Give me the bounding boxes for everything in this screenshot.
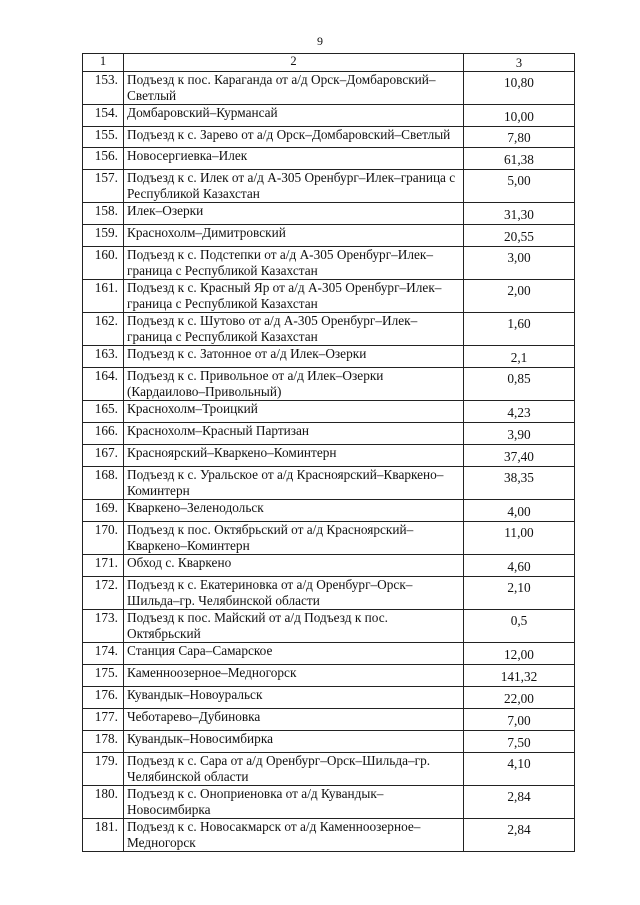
row-road-name: Кувандык–Новосимбирка: [124, 731, 464, 753]
row-length-km: 3,00: [464, 247, 575, 280]
row-number: 161.: [83, 280, 124, 313]
row-number: 181.: [83, 819, 124, 852]
row-road-name: Краснохолм–Красный Партизан: [124, 423, 464, 445]
row-length-km: 12,00: [464, 643, 575, 665]
row-number: 162.: [83, 313, 124, 346]
row-number: 156.: [83, 148, 124, 170]
row-length-km: 0,5: [464, 610, 575, 643]
row-road-name: Краснохолм–Троицкий: [124, 401, 464, 423]
table-row: [83, 368, 575, 401]
header-col-3: 3: [464, 54, 575, 72]
row-length-km: 3,90: [464, 423, 575, 445]
row-length-km: 7,50: [464, 731, 575, 753]
row-length-km: 0,85: [464, 368, 575, 401]
row-road-name: Подъезд к пос. Октябрьский от а/д Красноярский–Кваркено–Коминтерн: [124, 522, 464, 555]
row-road-name: Обход с. Кваркено: [124, 555, 464, 577]
row-number: 160.: [83, 247, 124, 280]
row-road-name: Подъезд к с. Сара от а/д Оренбург–Орск–Шильда–гр. Челябинской области: [124, 753, 464, 786]
row-road-name: Красноярский–Кваркено–Коминтерн: [124, 445, 464, 467]
table-row: [83, 577, 575, 610]
row-number: 177.: [83, 709, 124, 731]
row-number: 169.: [83, 500, 124, 522]
row-number: 164.: [83, 368, 124, 401]
row-road-name: Подъезд к с. Оноприеновка от а/д Кувандык–Новосимбирка: [124, 786, 464, 819]
row-length-km: 2,84: [464, 786, 575, 819]
table-row: [83, 687, 575, 709]
row-number: 173.: [83, 610, 124, 643]
row-road-name: Подъезд к с. Илек от а/д А-305 Оренбург–Илек–граница с Республикой Казахстан: [124, 170, 464, 203]
table-row: [83, 313, 575, 346]
row-number: 163.: [83, 346, 124, 368]
row-road-name: Кувандык–Новоуральск: [124, 687, 464, 709]
table-row: [83, 643, 575, 665]
row-number: 165.: [83, 401, 124, 423]
table-row: [83, 610, 575, 643]
row-length-km: 31,30: [464, 203, 575, 225]
table-row: [83, 247, 575, 280]
row-length-km: 1,60: [464, 313, 575, 346]
row-road-name: Подъезд к с. Новосакмарск от а/д Каменноозерное–Медногорск: [124, 819, 464, 852]
row-length-km: 22,00: [464, 687, 575, 709]
row-road-name: Новосергиевка–Илек: [124, 148, 464, 170]
row-length-km: 4,23: [464, 401, 575, 423]
row-number: 158.: [83, 203, 124, 225]
row-road-name: Подъезд к с. Привольное от а/д Илек–Озерки (Кардаилово–Привольный): [124, 368, 464, 401]
table-row: [83, 555, 575, 577]
row-length-km: 10,80: [464, 72, 575, 105]
row-length-km: 37,40: [464, 445, 575, 467]
table-row: [83, 225, 575, 247]
table-row: [83, 105, 575, 127]
row-number: 174.: [83, 643, 124, 665]
row-length-km: 2,00: [464, 280, 575, 313]
row-number: 178.: [83, 731, 124, 753]
row-number: 166.: [83, 423, 124, 445]
table-row: [83, 665, 575, 687]
table-header-row: [83, 54, 575, 72]
row-number: 170.: [83, 522, 124, 555]
row-number: 180.: [83, 786, 124, 819]
row-length-km: 5,00: [464, 170, 575, 203]
row-length-km: 141,32: [464, 665, 575, 687]
row-number: 154.: [83, 105, 124, 127]
row-road-name: Подъезд к с. Подстепки от а/д А-305 Оренбург–Илек–граница с Республикой Казахстан: [124, 247, 464, 280]
table-row: [83, 170, 575, 203]
row-road-name: Чеботарево–Дубиновка: [124, 709, 464, 731]
table-row: [83, 753, 575, 786]
table-row: [83, 203, 575, 225]
row-number: 168.: [83, 467, 124, 500]
row-length-km: 20,55: [464, 225, 575, 247]
row-length-km: 2,84: [464, 819, 575, 852]
row-road-name: Домбаровский–Курмансай: [124, 105, 464, 127]
row-length-km: 7,80: [464, 127, 575, 148]
table-row: [83, 522, 575, 555]
row-number: 159.: [83, 225, 124, 247]
row-road-name: Подъезд к с. Затонное от а/д Илек–Озерки: [124, 346, 464, 368]
table-row: [83, 280, 575, 313]
row-number: 179.: [83, 753, 124, 786]
row-number: 175.: [83, 665, 124, 687]
row-number: 157.: [83, 170, 124, 203]
row-length-km: 2,10: [464, 577, 575, 610]
table-row: [83, 731, 575, 753]
roads-table: [82, 53, 575, 852]
row-road-name: Подъезд к с. Зарево от а/д Орск–Домбаровский–Светлый: [124, 127, 464, 148]
row-road-name: Подъезд к с. Шутово от а/д А-305 Оренбург–Илек–граница с Республикой Казахстан: [124, 313, 464, 346]
table-row: [83, 127, 575, 148]
table-row: [83, 819, 575, 852]
row-length-km: 2,1: [464, 346, 575, 368]
row-number: 153.: [83, 72, 124, 105]
row-number: 176.: [83, 687, 124, 709]
row-road-name: Подъезд к пос. Караганда от а/д Орск–Домбаровский–Светлый: [124, 72, 464, 105]
table-row: [83, 786, 575, 819]
row-length-km: 4,60: [464, 555, 575, 577]
row-length-km: 61,38: [464, 148, 575, 170]
row-road-name: Подъезд к пос. Майский от а/д Подъезд к пос. Октябрьский: [124, 610, 464, 643]
table-row: [83, 423, 575, 445]
table-row: [83, 72, 575, 105]
row-length-km: 4,00: [464, 500, 575, 522]
row-length-km: 11,00: [464, 522, 575, 555]
row-length-km: 7,00: [464, 709, 575, 731]
table-row: [83, 346, 575, 368]
table-row: [83, 445, 575, 467]
row-road-name: Подъезд к с. Уральское от а/д Красноярский–Кваркено–Коминтерн: [124, 467, 464, 500]
page-number: 9: [317, 34, 323, 48]
table-row: [83, 401, 575, 423]
row-number: 171.: [83, 555, 124, 577]
row-length-km: 10,00: [464, 105, 575, 127]
row-road-name: Кваркено–Зеленодольск: [124, 500, 464, 522]
header-col-1: 1: [83, 54, 124, 72]
row-number: 172.: [83, 577, 124, 610]
row-road-name: Илек–Озерки: [124, 203, 464, 225]
row-road-name: Подъезд к с. Красный Яр от а/д А-305 Оренбург–Илек–граница с Республикой Казахстан: [124, 280, 464, 313]
row-road-name: Подъезд к с. Екатериновка от а/д Оренбург–Орск–Шильда–гр. Челябинской области: [124, 577, 464, 610]
table-row: [83, 709, 575, 731]
row-road-name: Краснохолм–Димитровский: [124, 225, 464, 247]
row-number: 155.: [83, 127, 124, 148]
row-road-name: Каменноозерное–Медногорск: [124, 665, 464, 687]
table-row: [83, 148, 575, 170]
row-length-km: 4,10: [464, 753, 575, 786]
table-row: [83, 500, 575, 522]
row-road-name: Станция Сара–Самарское: [124, 643, 464, 665]
row-length-km: 38,35: [464, 467, 575, 500]
table-row: [83, 467, 575, 500]
row-number: 167.: [83, 445, 124, 467]
header-col-2: 2: [124, 54, 464, 72]
